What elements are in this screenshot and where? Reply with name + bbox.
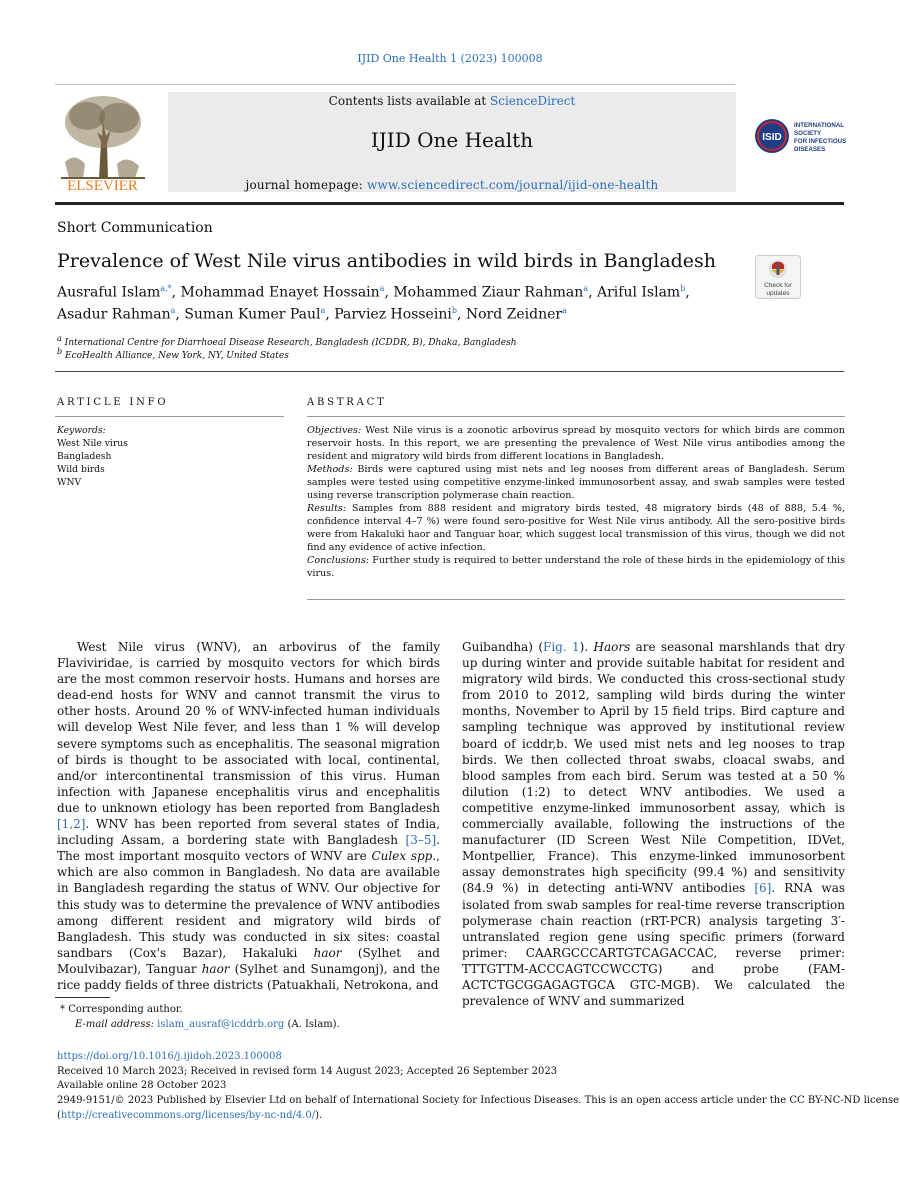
elsevier-tree-icon bbox=[55, 92, 150, 192]
abstract-body bbox=[307, 424, 845, 580]
keyword-item: Bangladesh bbox=[57, 451, 112, 462]
journal-title: IJID One Health bbox=[370, 128, 534, 152]
author-separator: , bbox=[325, 306, 335, 323]
body-text: (Sylhet and Sunamgonj), and the rice paddy fields of three districts (Patuakhali, Netrokona, and bbox=[57, 961, 441, 992]
body-text: . RNA was isolated from swab samples for real-time reverse transcription polymerase chain reaction (rRT-PCR) analysis targeting 3′-untranslated region gene using specific primers (forward primer: CAARGCCCARTGTCAGACCAC, reverse primer: TTTGTTM-ACCCAGTCCWCCTG) and probe (FAM-ACTCTGCGGAGAGTGCA GTC-MGB). We calculated the prevalence of WNV and summarized bbox=[462, 881, 846, 1009]
author-name: Suman Kumer Paul bbox=[184, 306, 321, 323]
author-affil-mark[interactable]: a bbox=[379, 284, 385, 293]
abstract-label: Results: bbox=[307, 503, 347, 514]
abstract-label: Methods: bbox=[307, 464, 353, 475]
license-paren: ( bbox=[57, 1110, 61, 1121]
abstract-text: Birds were captured using mist nets and leg nooses from different areas of Bangladesh. Serum samples were tested using competitive enzyme-linked immunosorbent assay, and swab samples were tested using reverse transcription polymerase chain reaction. bbox=[307, 464, 845, 501]
body-text: . The most important mosquito vectors of WNV are bbox=[57, 833, 440, 864]
homepage-prefix: journal homepage: bbox=[245, 178, 367, 192]
author-separator: , bbox=[456, 306, 466, 323]
affiliation-mark: b bbox=[57, 347, 63, 356]
isid-line-2: SOCIETY bbox=[794, 130, 822, 137]
affiliation-b bbox=[57, 347, 289, 361]
contents-prefix: Contents lists available at bbox=[328, 94, 491, 108]
author-name: Nord Zeidner bbox=[465, 306, 563, 323]
isid-globe-icon bbox=[752, 115, 852, 157]
footnote-rule bbox=[55, 997, 110, 998]
abstract-label: Conclusions: bbox=[307, 555, 370, 566]
author-affil-mark[interactable]: b bbox=[451, 306, 457, 315]
contents-line bbox=[168, 94, 736, 108]
abstract-objectives bbox=[307, 424, 845, 463]
abstract-results bbox=[307, 502, 845, 554]
article-title: Prevalence of West Nile virus antibodies in wild birds in Bangladesh bbox=[57, 250, 717, 272]
isid-logo bbox=[752, 115, 852, 157]
received-dates: Received 10 March 2023; Received in revised form 14 August 2023; Accepted 26 September 2023 bbox=[57, 1066, 558, 1077]
body-text: are seasonal marshlands that dry up during winter and provide suitable habitat for resident and migratory wild birds. We conducted this cross-sectional study from 2010 to 2012, sampling wild birds during the winter months, November to April by 15 field trips. Bird capture and sampling technique was approved by institutional review board of icddr,b. We used mist nets and leg nooses to trap birds. We then collected throat swabs, cloacal swabs, and blood samples from each bird. Serum was tested at a 50 % dilution (1:2) to detect WNV antibodies. We used a competitive enzyme-linked immunosorbent assay, which is commercially available, following the instructions of the manufacturer (ID Screen West Nile Competition, IDVet, Montpellier, France). This enzyme-linked immunosorbent assay demonstrates high specificity (99.4 %) and sensitivity (84.9 %) in detecting anti-WNV antibodies bbox=[462, 640, 845, 896]
sciencedirect-link[interactable]: ScienceDirect bbox=[490, 94, 576, 108]
elsevier-logo bbox=[55, 92, 150, 192]
affiliation-a bbox=[57, 334, 517, 348]
article-info-heading: ARTICLE INFO bbox=[57, 397, 169, 408]
email-suffix: (A. Islam). bbox=[284, 1019, 340, 1030]
citation-link[interactable]: [3–5] bbox=[405, 833, 437, 848]
author-affil-mark[interactable]: a,* bbox=[160, 284, 172, 293]
italic-term: Culex spp. bbox=[371, 849, 437, 864]
abstract-methods bbox=[307, 463, 845, 502]
abstract-text: West Nile virus is a zoonotic arbovirus spread by mosquito vectors for which birds are common reservoir hosts. In this report, we are presenting the prevalence of West Nile virus antibodies among the resident and migratory wild birds from different locations in Bangladesh. bbox=[307, 425, 845, 462]
abstract-text: Samples from 888 resident and migratory birds tested, 48 migratory birds (48 of 888, 5.4 %, confidence interval 4–7 %) were found sero-positive for West Nile virus antibody. All the sero-positive birds were from Hakaluki haor and Tanguar hoar, which suggest local transmission of this virus, though we did not find any evidence of active infection. bbox=[307, 503, 845, 553]
italic-term: Haors bbox=[593, 640, 631, 654]
header-rule bbox=[55, 84, 735, 85]
article-type: Short Communication bbox=[57, 220, 213, 236]
abstract-top-rule bbox=[307, 416, 845, 417]
italic-term: haor bbox=[313, 945, 342, 960]
author-name: Parviez Hosseini bbox=[334, 306, 452, 323]
corresponding-note: * Corresponding author. bbox=[60, 1004, 183, 1015]
body-text: Guibandha) ( bbox=[462, 640, 543, 654]
license-link[interactable]: http://creativecommons.org/licenses/by-nc-nd/4.0/ bbox=[60, 1110, 316, 1121]
author-name: Mohammed Ziaur Rahman bbox=[393, 284, 584, 301]
keyword-item: Wild birds bbox=[57, 464, 105, 475]
affiliation-mark: a bbox=[57, 334, 62, 343]
license-line bbox=[57, 1110, 322, 1121]
header-thick-rule bbox=[55, 202, 844, 205]
crossmark-line2: updates bbox=[766, 290, 790, 297]
email-link[interactable]: islam_ausraf@icddrb.org bbox=[157, 1019, 285, 1030]
abstract-label: Objectives: bbox=[307, 425, 362, 436]
crossmark-badge[interactable] bbox=[755, 255, 801, 299]
homepage-line bbox=[168, 178, 736, 192]
online-date: Available online 28 October 2023 bbox=[57, 1080, 227, 1091]
abstract-conclusions bbox=[307, 554, 845, 580]
author-separator: , bbox=[175, 306, 185, 323]
author-name: Ariful Islam bbox=[596, 284, 681, 301]
author-affil-mark[interactable]: a bbox=[562, 306, 567, 315]
keyword-item: West Nile virus bbox=[57, 438, 128, 449]
author-affil-mark[interactable]: b bbox=[680, 284, 686, 293]
body-paragraph bbox=[462, 639, 845, 1009]
license-paren: ). bbox=[315, 1110, 323, 1121]
author-affil-mark[interactable]: a bbox=[583, 284, 589, 293]
authors-line-2 bbox=[57, 306, 567, 323]
doi-link[interactable]: https://doi.org/10.1016/j.ijidoh.2023.100008 bbox=[57, 1051, 282, 1062]
author-separator: , bbox=[384, 284, 394, 301]
author-separator: , bbox=[171, 284, 181, 301]
authors-line-1 bbox=[57, 284, 690, 301]
body-column-left bbox=[57, 639, 440, 993]
keyword-item: WNV bbox=[57, 477, 82, 488]
affiliation-text: EcoHealth Alliance, New York, NY, United States bbox=[65, 351, 289, 361]
keywords-label: Keywords: bbox=[57, 425, 106, 436]
author-separator: , bbox=[685, 284, 690, 301]
author-affil-mark[interactable]: a bbox=[170, 306, 176, 315]
body-text: , which are also common in Bangladesh. No data are available in Bangladesh regarding the status of WNV. Our objective for this study was to determine the prevalence of WNV antibodies among different resident and migratory wild birds of Bangladesh. This study was conducted in six sites: coastal sandbars (Cox's Bazar), Hakaluki bbox=[57, 849, 440, 960]
affiliation-text: International Centre for Diarrhoeal Disease Research, Bangladesh (ICDDR, B), Dhaka, Bangladesh bbox=[64, 338, 517, 348]
abstract-text: Further study is required to better understand the role of these birds in the epidemiology of this virus. bbox=[307, 555, 845, 579]
crossmark-line1: Check for bbox=[764, 282, 792, 289]
figure-link[interactable]: Fig. 1 bbox=[543, 640, 580, 654]
author-affil-mark[interactable]: a bbox=[320, 306, 326, 315]
email-note bbox=[75, 1019, 340, 1030]
corresponding-text: Corresponding author. bbox=[68, 1004, 183, 1015]
isid-line-1: INTERNATIONAL bbox=[794, 122, 845, 129]
isid-line-4: DISEASES bbox=[794, 146, 826, 153]
citation-link[interactable]: [1,2] bbox=[57, 817, 86, 832]
isid-badge-text: ISID bbox=[762, 132, 782, 143]
abstract-bottom-rule bbox=[307, 599, 845, 600]
homepage-link[interactable]: www.sciencedirect.com/journal/ijid-one-health bbox=[367, 178, 659, 192]
author-name: Mohammad Enayet Hossain bbox=[180, 284, 380, 301]
body-column-right bbox=[462, 639, 845, 1009]
author-name: Asadur Rahman bbox=[57, 306, 171, 323]
check-for-updates-icon bbox=[755, 255, 801, 299]
article-info-rule bbox=[55, 416, 284, 417]
isid-line-3: FOR INFECTIOUS bbox=[794, 138, 847, 145]
body-text: ). bbox=[579, 640, 594, 654]
body-text: (Sylhet and Moulvibazar), Tanguar bbox=[57, 945, 440, 976]
body-paragraph bbox=[57, 639, 440, 993]
body-text: West Nile virus (WNV), an arbovirus of the family Flaviviridae, is carried by mosquito vectors for which birds are the most common reservoir hosts. Humans and horses are dead-end hosts for WNV and cannot transmit the virus to other hosts. Around 20 % of WNV-infected human individuals will develop West Nile fever, and less than 1 % will develop severe symptoms such as encephalitis. The seasonal migration of birds is thought to be associated with local, continental, and/or intercontinental transmission of this virus. Human infection with Japanese encephalitis virus and encephalitis due to unknown etiology has been reported from Bangladesh bbox=[57, 640, 440, 815]
body-text: . WNV has been reported from several states of India, including Assam, a bordering state with Bangladesh bbox=[57, 817, 440, 848]
elsevier-wordmark: ELSEVIER bbox=[67, 178, 138, 192]
author-separator: , bbox=[588, 284, 597, 301]
copyright-line: 2949-9151/© 2023 Published by Elsevier Ltd on behalf of International Society for Infectious Diseases. This is an open access article under the CC BY-NC-ND license bbox=[57, 1095, 900, 1106]
abstract-heading: ABSTRACT bbox=[307, 397, 387, 408]
italic-term: haor bbox=[201, 961, 230, 976]
email-label: E-mail address: bbox=[75, 1019, 154, 1030]
title-block-rule bbox=[55, 371, 844, 372]
citation-link[interactable]: [6] bbox=[754, 881, 772, 896]
author-name: Ausraful Islam bbox=[57, 284, 161, 301]
journal-citation[interactable]: IJID One Health 1 (2023) 100008 bbox=[357, 52, 543, 65]
